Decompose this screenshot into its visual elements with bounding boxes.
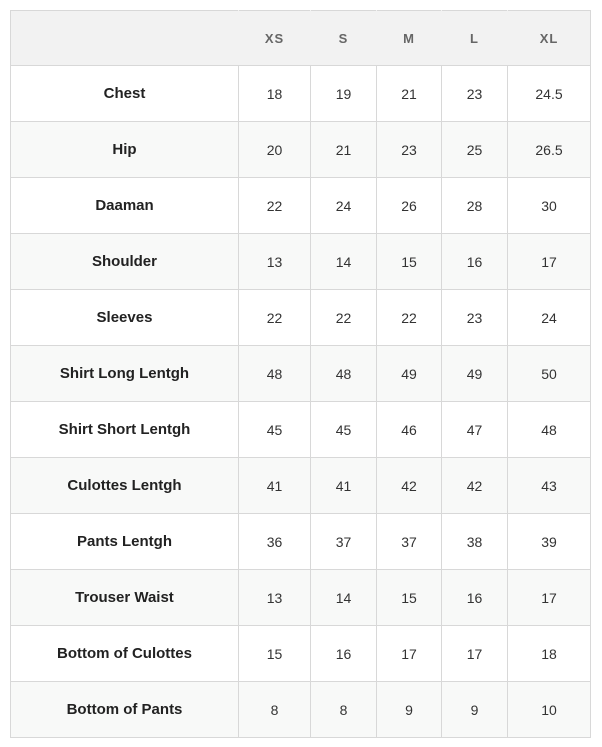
measurement-value-xs: 13 [239,234,311,290]
measurement-label: Bottom of Culottes [11,626,239,682]
table-row [11,346,591,402]
table-row [11,458,591,514]
measurement-value-m: 42 [377,458,442,514]
measurement-value-s: 14 [311,570,377,626]
measurement-value-xl: 18 [508,626,591,682]
table-row [11,626,591,682]
measurement-label: Culottes Lentgh [11,458,239,514]
size-header-xl: XL [508,11,591,66]
measurement-label: Shirt Short Lentgh [11,402,239,458]
measurement-label: Pants Lentgh [11,514,239,570]
measurement-value-s: 22 [311,290,377,346]
measurement-value-s: 21 [311,122,377,178]
table-row [11,570,591,626]
measurement-label: Chest [11,66,239,122]
measurement-label: Trouser Waist [11,570,239,626]
header-row [11,11,591,66]
measurement-value-l: 49 [442,346,508,402]
measurement-value-xs: 15 [239,626,311,682]
size-chart-body [11,66,591,738]
measurement-value-xl: 30 [508,178,591,234]
measurement-value-m: 22 [377,290,442,346]
measurement-value-m: 21 [377,66,442,122]
measurement-value-xl: 26.5 [508,122,591,178]
measurement-label: Shirt Long Lentgh [11,346,239,402]
measurement-value-xl: 24 [508,290,591,346]
size-chart-container [10,10,590,738]
measurement-value-m: 49 [377,346,442,402]
measurement-value-m: 15 [377,234,442,290]
measurement-value-l: 47 [442,402,508,458]
table-row [11,234,591,290]
measurement-label: Shoulder [11,234,239,290]
measurement-value-xl: 24.5 [508,66,591,122]
measurement-value-xs: 36 [239,514,311,570]
measurement-value-xs: 22 [239,290,311,346]
measurement-value-m: 37 [377,514,442,570]
measurement-value-s: 14 [311,234,377,290]
measurement-value-xs: 13 [239,570,311,626]
measurement-value-l: 16 [442,570,508,626]
table-row [11,178,591,234]
size-chart-table [10,10,591,738]
size-header-l: L [442,11,508,66]
measurement-value-s: 48 [311,346,377,402]
measurement-value-l: 23 [442,290,508,346]
measurement-value-l: 17 [442,626,508,682]
measurement-value-l: 42 [442,458,508,514]
measurement-value-m: 26 [377,178,442,234]
size-chart-header [11,11,591,66]
table-row [11,66,591,122]
measurement-value-m: 15 [377,570,442,626]
measurement-value-m: 9 [377,682,442,738]
measurement-value-s: 45 [311,402,377,458]
measurement-value-m: 17 [377,626,442,682]
table-row [11,290,591,346]
header-corner-cell [11,11,239,66]
measurement-value-xs: 18 [239,66,311,122]
measurement-value-l: 38 [442,514,508,570]
measurement-value-l: 9 [442,682,508,738]
size-header-s: S [311,11,377,66]
measurement-value-m: 23 [377,122,442,178]
measurement-value-s: 19 [311,66,377,122]
measurement-value-s: 16 [311,626,377,682]
measurement-value-m: 46 [377,402,442,458]
size-header-xs: XS [239,11,311,66]
measurement-value-xl: 50 [508,346,591,402]
measurement-value-xs: 20 [239,122,311,178]
measurement-label: Sleeves [11,290,239,346]
measurement-label: Bottom of Pants [11,682,239,738]
measurement-value-l: 16 [442,234,508,290]
measurement-value-xl: 17 [508,234,591,290]
measurement-value-s: 37 [311,514,377,570]
measurement-value-xl: 17 [508,570,591,626]
measurement-value-xl: 43 [508,458,591,514]
table-row [11,402,591,458]
measurement-value-xs: 8 [239,682,311,738]
measurement-value-xl: 48 [508,402,591,458]
size-header-m: M [377,11,442,66]
measurement-value-xl: 10 [508,682,591,738]
measurement-value-l: 28 [442,178,508,234]
table-row [11,122,591,178]
measurement-value-s: 8 [311,682,377,738]
table-row [11,514,591,570]
measurement-value-s: 24 [311,178,377,234]
table-row [11,682,591,738]
measurement-label: Hip [11,122,239,178]
measurement-value-xs: 48 [239,346,311,402]
measurement-value-s: 41 [311,458,377,514]
measurement-label: Daaman [11,178,239,234]
measurement-value-l: 25 [442,122,508,178]
measurement-value-xs: 41 [239,458,311,514]
measurement-value-xs: 45 [239,402,311,458]
measurement-value-l: 23 [442,66,508,122]
measurement-value-xl: 39 [508,514,591,570]
measurement-value-xs: 22 [239,178,311,234]
